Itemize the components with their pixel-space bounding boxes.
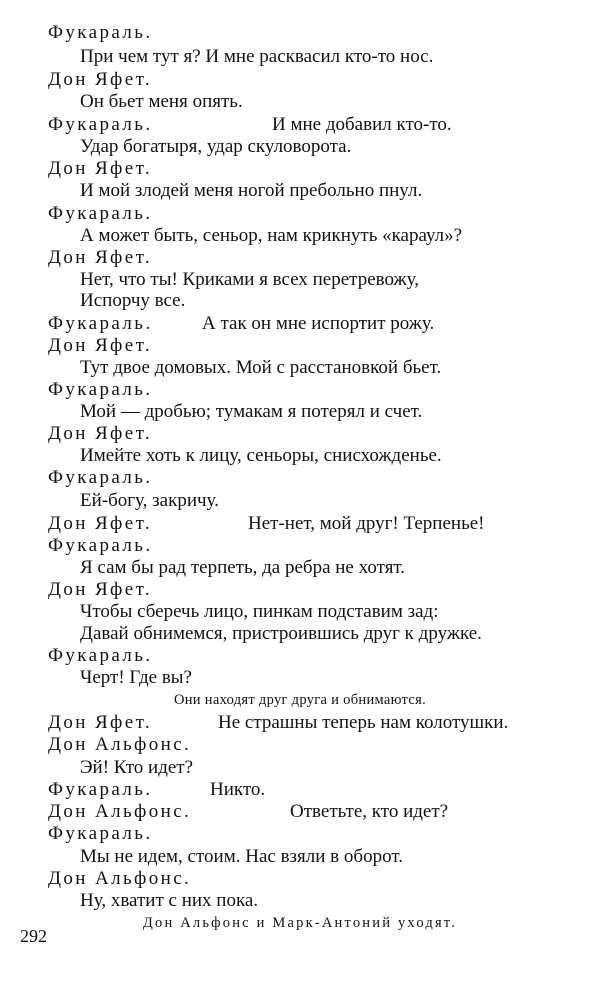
stage-direction: Дон Альфонс и Марк-Антоний уходят. <box>142 915 458 931</box>
verse-line: А может быть, сеньор, нам крикнуть «караул»? <box>80 225 463 246</box>
verse-line-inline: А так он мне испортит рожу. <box>202 313 435 334</box>
verse-line-inline: Нет-нет, мой друг! Терпенье! <box>248 513 485 534</box>
speaker-name: Фукараль. <box>48 823 153 844</box>
speaker-name: Дон Альфонс. <box>48 734 192 755</box>
stage-direction: Они находят друг друга и обнимаются. <box>173 692 427 708</box>
speaker-name: Дон Альфонс. <box>48 801 192 822</box>
verse-line: Испорчу все. <box>80 290 186 311</box>
verse-line: При чем тут я? И мне расквасил кто-то нос. <box>80 46 434 67</box>
speaker-name: Фукараль. <box>48 535 153 556</box>
verse-line: Чтобы сберечь лицо, пинкам подставим зад: <box>80 601 439 622</box>
speaker-name: Дон Яфет. <box>48 335 153 356</box>
speaker-name: Фукараль. <box>48 114 153 135</box>
verse-line-inline: Никто. <box>210 779 266 800</box>
verse-line: Ей-богу, закричу. <box>80 490 219 511</box>
speaker-name: Дон Яфет. <box>48 513 153 534</box>
speaker-name: Дон Яфет. <box>48 579 153 600</box>
verse-line-inline: И мне добавил кто-то. <box>272 114 452 135</box>
verse-line: Удар богатыря, удар скуловорота. <box>80 136 352 157</box>
verse-line: Давай обнимемся, пристроившись друг к дружке. <box>80 623 482 644</box>
verse-line: Эй! Кто идет? <box>80 757 194 778</box>
speaker-name: Дон Альфонс. <box>48 868 192 889</box>
speaker-name: Фукараль. <box>48 779 153 800</box>
page-number: 292 <box>20 926 47 946</box>
verse-line-inline: Ответьте, кто идет? <box>290 801 449 822</box>
verse-line: Ну, хватит с них пока. <box>80 890 259 911</box>
verse-line: И мой злодей меня ногой пребольно пнул. <box>80 180 423 201</box>
verse-line: Нет, что ты! Криками я всех перетревожу, <box>80 269 419 290</box>
verse-line: Черт! Где вы? <box>80 667 192 688</box>
speaker-name: Дон Яфет. <box>48 158 153 179</box>
verse-line-inline: Не страшны теперь нам колотушки. <box>218 712 509 733</box>
speaker-name: Фукараль. <box>48 313 153 334</box>
speaker-name: Дон Яфет. <box>48 247 153 268</box>
verse-line: Имейте хоть к лицу, сеньоры, снисхожденье. <box>80 445 442 466</box>
speaker-name: Фукараль. <box>48 203 153 224</box>
verse-line: Тут двое домовых. Мой с расстановкой бьет. <box>80 357 442 378</box>
verse-line: Он бьет меня опять. <box>80 91 243 112</box>
speaker-name: Дон Яфет. <box>48 69 153 90</box>
verse-line: Мой — дробью; тумакам я потерял и счет. <box>80 401 423 422</box>
speaker-name: Фукараль. <box>48 22 153 43</box>
speaker-name: Фукараль. <box>48 645 153 666</box>
verse-line: Я сам бы рад терпеть, да ребра не хотят. <box>80 557 406 578</box>
speaker-name: Фукараль. <box>48 467 153 488</box>
speaker-name: Дон Яфет. <box>48 712 153 733</box>
verse-line: Мы не идем, стоим. Нас взяли в оборот. <box>80 846 403 867</box>
speaker-name: Фукараль. <box>48 379 153 400</box>
speaker-name: Дон Яфет. <box>48 423 153 444</box>
